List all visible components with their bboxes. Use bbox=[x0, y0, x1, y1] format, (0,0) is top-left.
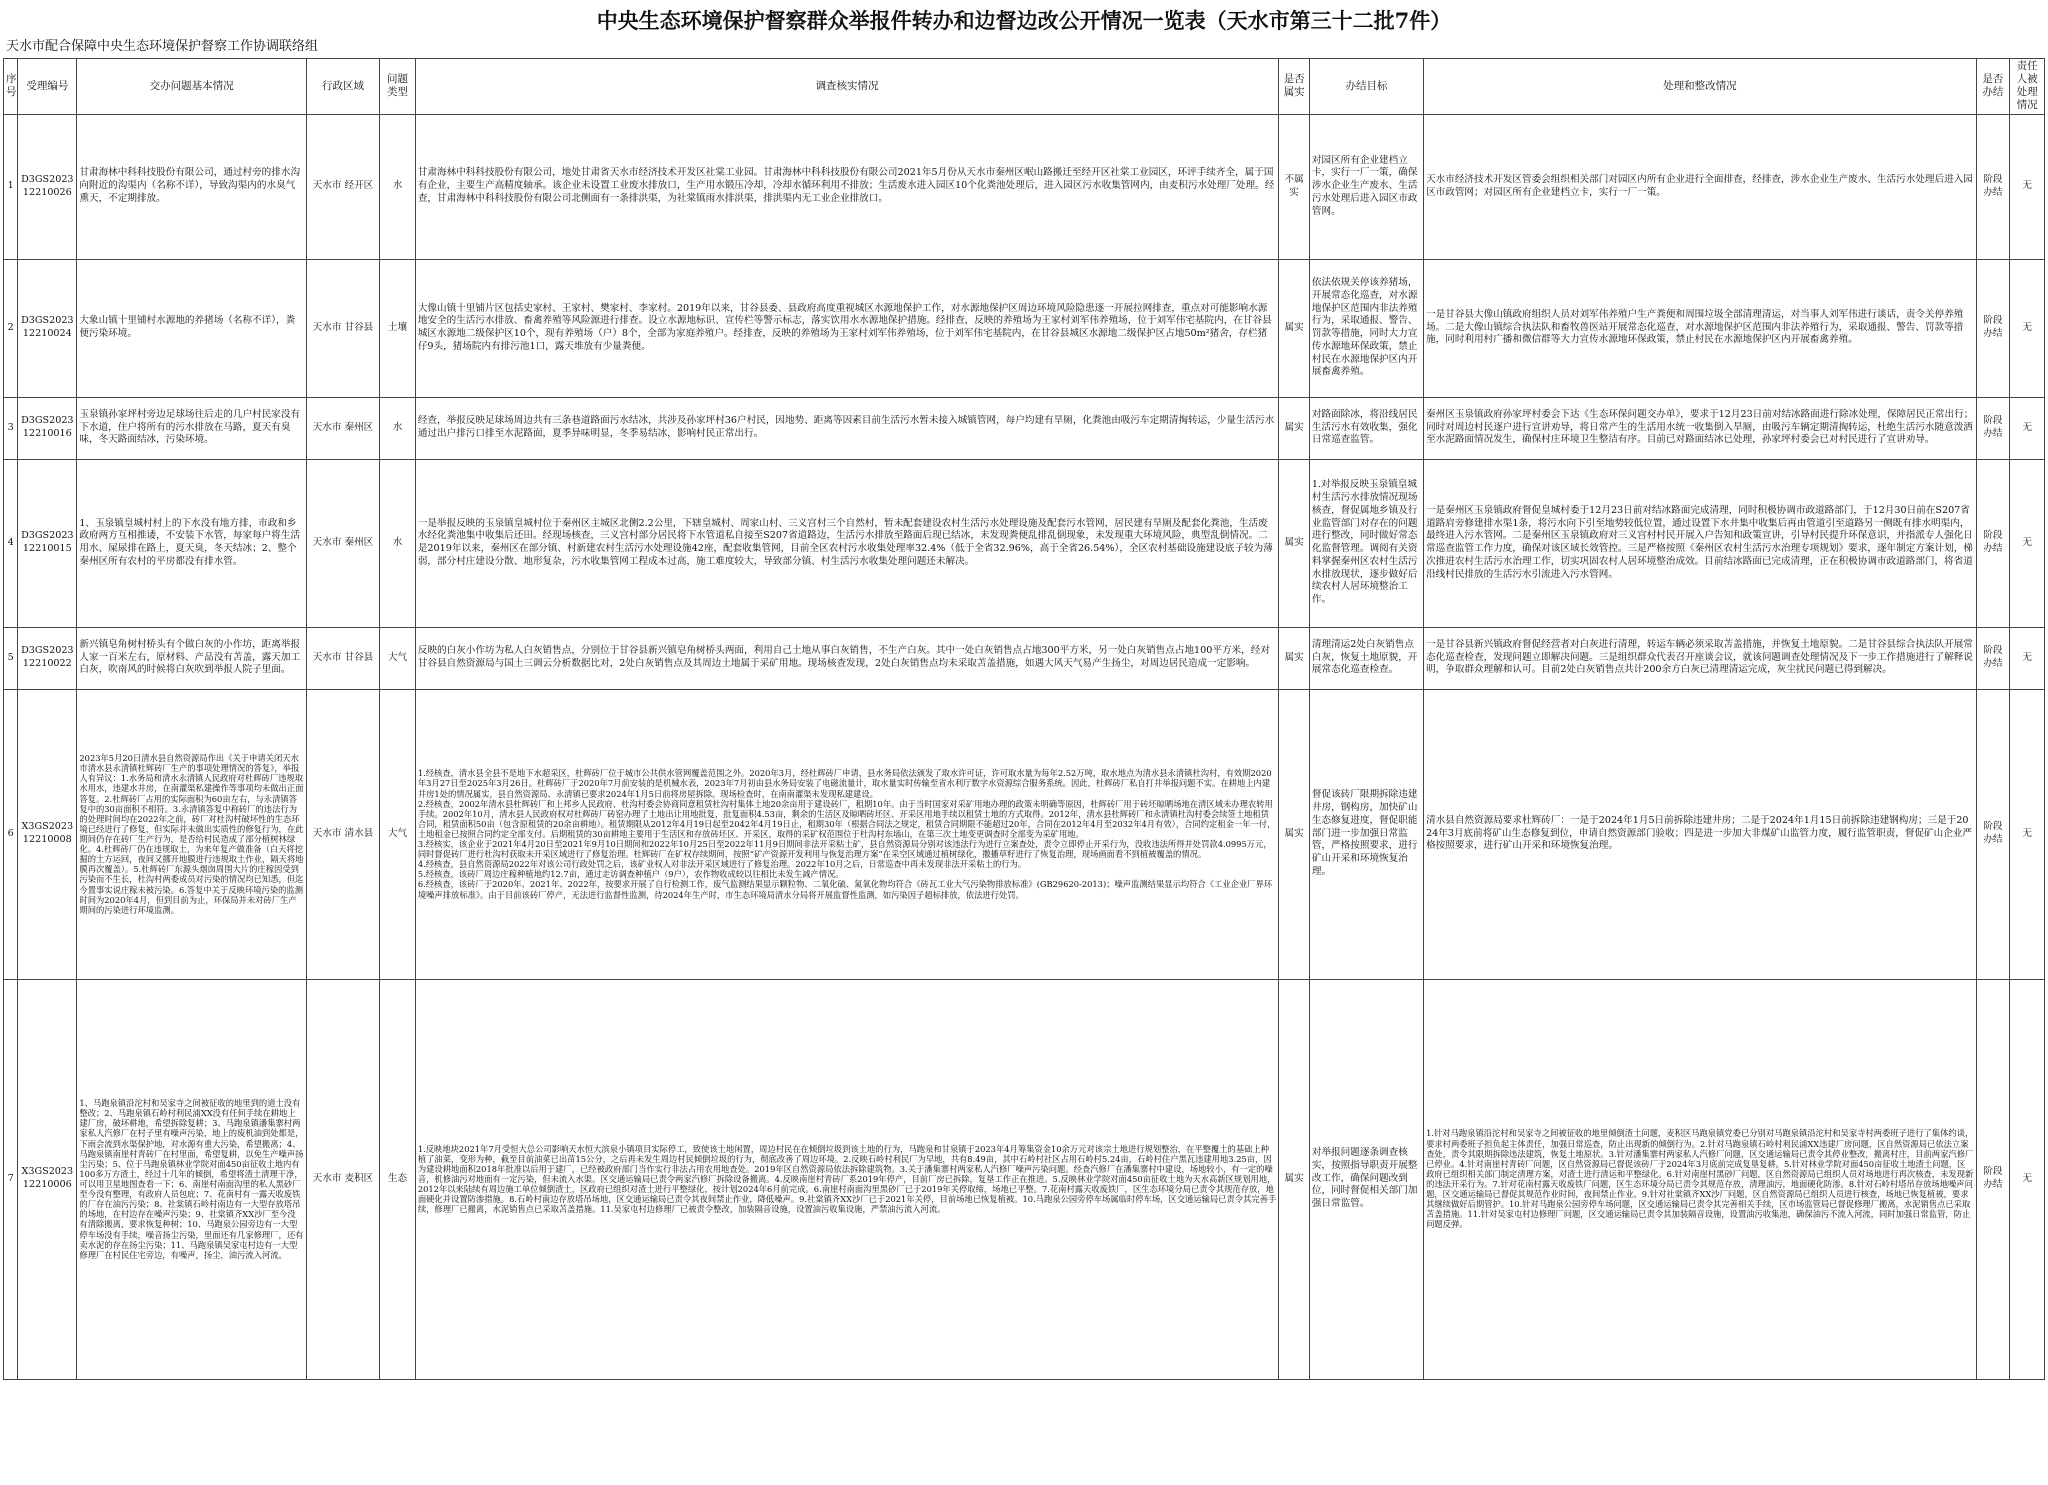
cell-done: 阶段办结 bbox=[1976, 259, 2010, 397]
cell-no: 7 bbox=[4, 979, 18, 1379]
cell-done: 阶段办结 bbox=[1976, 627, 2010, 689]
header-punish: 责任人被处理情况 bbox=[2010, 59, 2045, 115]
header-issue: 交办问题基本情况 bbox=[77, 59, 306, 115]
cell-type: 大气 bbox=[380, 627, 416, 689]
cell-code: X3GS202312210008 bbox=[18, 689, 77, 979]
cell-issue: 大象山镇十里铺村水源地的养猪场（名称不详），粪便污染环境。 bbox=[77, 259, 306, 397]
cell-code: D3GS202312210022 bbox=[18, 627, 77, 689]
cell-punish: 无 bbox=[2010, 397, 2045, 459]
cell-investigation: 反映的白灰小作坊为私人白灰销售点，分别位于甘谷县新兴镇皂角树桥头两面，利用自己土地从事白灰销售，不生产白灰。其中一处白灰销售点占地300平方米，另一处白灰销售点占地100平方米，经对甘谷县自然资源局与国土三调云分析数据比对，2处白灰销售点及其周边土地属于采矿用地。现场核查发现，2处白灰销售点均未采取苫盖措施，如遇大风天气易产生扬尘，对周边居民造成一定影响。 bbox=[415, 627, 1278, 689]
table-row bbox=[4, 689, 2045, 979]
cell-no: 5 bbox=[4, 627, 18, 689]
cell-investigation: 1.反映地块2021年7月受恒大总公司影响天水恒大滨泉小镇项目实际停工，致使该土地闲置，周边村民在在倾倒垃圾到该土地的行为，马跑泉和甘泉镇于2023年4月筹集资金10余万元对该宗土地进行规划整治，在平整覆土的基础上种植了油菜，变形为种，截至目前油菜已出苗15公分，之后再未发生周边村民倾倒垃圾的行为，彻底改善了周边环境。2.反映石岭村利民厂为早地，共有8.49亩，其中石岭村社区占用石岭村5.24亩，石岭村住户黑瓦违建用地3.25亩，因为建设耕地面积2018年批准以后用于建厂，已经被政府部门当作实行非法占用农用地查处。2019年区自然资源局依法拆除建筑物。3.关于潘集寨村两家私人汽修厂噪声污染问题。经查汽修厂在潘集寨村中建设，场地较小，有一定的噪音，机修油污对地面有一定污染，但未流入水渠。区交通运输局已责令两家汽修厂拆除设备搬离。4.反映南崖村青砖厂系2019年停产，目前厂房已拆除，复垦工作正在推进。5.反映林业学院对面450亩征收土地为天水高新区规划用地，2012年以来陆续有周边施工单位倾倒渣土，区政府已组织对渣土进行平整绿化，按计划2024年6月前完成。6.南崖村南面沟里黑砂厂已于2019年关停取缔，场地已平整。7.花南村露天收废铁厂，区生态环境分局已责令其规范存放，地面硬化并设置防渗措施。8.石岭村南边存放塔吊场地，区交通运输局已责令其夜间禁止作业，降低噪声。9.社棠镇齐XX沙厂已于2021年关停，目前场地已恢复植被。10.马跑泉公园旁停车场属临时停车场，区交通运输局已责令其完善手续，修理厂已搬离，水泥销售点已采取苫盖措施。11.吴家屯村边修理厂已被责令整改，加装隔音设施，设置油污收集设施，严禁油污流入河流。 bbox=[415, 979, 1278, 1379]
cell-region: 天水市 麦积区 bbox=[306, 979, 379, 1379]
header-type: 问题类型 bbox=[380, 59, 416, 115]
cell-issue: 新兴镇皂角树村桥头有个做白灰的小作坊，距离举报人家一百米左右，原材料、产品没有苫盖，露天加工白灰，吹南风的时候将白灰吹到举报人院子里面。 bbox=[77, 627, 306, 689]
cell-no: 4 bbox=[4, 459, 18, 627]
cell-issue: 1、玉泉镇皇城村村上的下水没有地方排，市政和乡政府两方互相推诿，不安装下水管，每家每户将生活用水、屎尿排在路上，夏天臭，冬天结冰；2、整个秦州区所有农村的平房都没有排水管。 bbox=[77, 459, 306, 627]
cell-type: 水 bbox=[380, 459, 416, 627]
table-row bbox=[4, 114, 2045, 259]
cell-done: 阶段办结 bbox=[1976, 397, 2010, 459]
cell-handling: 一是甘谷县大像山镇政府组织人员对刘军伟养殖户生产粪便和周围垃圾全部清理清运，对当事人刘军伟进行谈话，责令关停养殖场。二是大像山镇综合执法队和畜牧兽医站开展常态化巡查，对水源地保护区范围内非法养殖行为，采取通报、警告、罚款等措施，同时利用村广播和微信群等大力宣传水源地环保政策，禁止村民在水源地保护区内开展畜禽养殖。 bbox=[1424, 259, 1977, 397]
cell-goal: 1.对举报反映玉泉镇皇城村生活污水排放情况现场核查，督促属地乡镇及行业监管部门对存在的问题进行整改，同时做好常态化监督管理。调阅有关资料掌握秦州区农村生活污水排放现状，逐步做好后续农村人居环境整治工作。 bbox=[1309, 459, 1423, 627]
table-row bbox=[4, 459, 2045, 627]
cell-no: 1 bbox=[4, 114, 18, 259]
cell-handling: 秦州区玉泉镇政府孙家坪村委会下达《生态环保问题交办单》，要求于12月23日前对结冰路面进行除冰处理，保障居民正常出行；同时对周边村民逐户进行宣讲劝导，将日常产生的生活用水统一收集倒入旱厕，由吸污车辆定期清掏转运，杜绝生活污水随意泼洒至水泥路面情况发生，确保村庄环境卫生整洁有序。目前已对路面结冰已处理，孙家坪村委会已对村民进行了宣讲劝导。 bbox=[1424, 397, 1977, 459]
cell-true: 属实 bbox=[1279, 627, 1310, 689]
cell-region: 天水市 甘谷县 bbox=[306, 259, 379, 397]
cell-punish: 无 bbox=[2010, 459, 2045, 627]
header-no: 序号 bbox=[4, 59, 18, 115]
cell-type: 水 bbox=[380, 397, 416, 459]
table-row bbox=[4, 627, 2045, 689]
page-subtitle: 天水市配合保障中央生态环境保护督察工作协调联络组 bbox=[6, 39, 319, 54]
cell-investigation: 大像山镇十里铺片区包括史家村、王家村、樊家村、李家村。2019年以来，甘谷县委、县政府高度重视城区水源地保护工作，对水源地保护区周边环境风险隐患逐一开展拉网排查，重点对可能影响水源地安全的生活污水排放、畜禽养殖等风险源进行排查。设立水源地标识、宣传栏等警示标志，落实饮用水水源地保护措施。经排查，反映的养殖场为王家村刘军伟养殖场，位于刘军伟宅基院内，在甘谷县城区水源地二级保护区10个，现有养殖场（户）8个，全部为家庭养殖户。经排查，反映的养殖场为王家村刘军伟养殖场，位于刘军伟宅基院内，在甘谷县城区水源地二级保护区占地50m²猪舍，存栏猪仔9头，猪场院内有排污池1口，露天堆放有少量粪便。 bbox=[415, 259, 1278, 397]
cell-type: 生态 bbox=[380, 979, 416, 1379]
page-title: 中央生态环境保护督察群众举报件转办和边督边改公开情况一览表（天水市第三十二批7件） bbox=[596, 8, 1452, 33]
cell-investigation: 一是举报反映的玉泉镇皇城村位于秦州区主城区北侧2.2公里，下辖皇城村、周家山村、三义宫村三个自然村，暂未配套建设农村生活污水处理设施及配套污水管网，居民建有旱厕及配套化粪池，生活废水经化粪池集中收集后还田。经现场核查，三义宫村部分居民将下水管道私自接至S207省道路边，生活污水排放至路面后现已结冰，未发现粪便乱排乱倒现象，未发现重大环境风险，典型乱倒情况。二是2019年以来，秦州区在部分镇、村新建农村生活污水处理设施42座，配套收集管网，目前全区农村污水收集处理率32.4%（低于全省32.96%，高于全省26.54%），全区农村基础设施建设底子较为薄弱，部分村庄建设分散、地形复杂，污水收集管网工程成本过高，施工难度较大，导致部分镇、村生活污水收集处理问题还未解决。 bbox=[415, 459, 1278, 627]
cell-region: 天水市 清水县 bbox=[306, 689, 379, 979]
header-code: 受理编号 bbox=[18, 59, 77, 115]
cell-investigation: 经查，举报反映足球场周边共有三条巷道路面污水结冰，共涉及孙家坪村36户村民，因地势、距离等因素目前生活污水暂未接入城镇管网，每户均建有旱厕，化粪池由吸污车定期清掏转运，少量生活污水通过出户排污口排至水泥路面，夏季异味明显，冬季易结冰，影响村民正常出行。 bbox=[415, 397, 1278, 459]
cell-code: D3GS202312210015 bbox=[18, 459, 77, 627]
cell-handling: 一是秦州区玉泉镇政府督促皇城村委于12月23日前对结冰路面完成清理，同时积极协调市政道路部门，于12月30日前在S207省道路肩旁修建排水渠1条，将污水向下引至地势较低位置，通过设置下水井集中收集后再由管道引至道路另一侧既有排水明渠内，最终进入污水管网。二是秦州区玉泉镇政府对三义宫村村民开展入户告知和政策宣讲，引导村民提升环保意识，并指派专人强化日常巡查监管工作力度，确保对该区域长效管控。三是严格按照《秦州区农村生活污水治理专项规划》要求，逐年制定方案计划，梯次推进农村生活污水治理工作，切实巩固农村人居环境整治成效。目前结冰路面已完成清理，正在积极协调市政道路部门，将省道沿线村民排放的生活污水引流进入污水管网。 bbox=[1424, 459, 1977, 627]
cell-punish: 无 bbox=[2010, 259, 2045, 397]
cell-true: 不属实 bbox=[1279, 114, 1310, 259]
cell-handling: 天水市经济技术开发区管委会组织相关部门对园区内所有企业进行全面排查，经排查，涉水企业生产废水、生活污水处理后进入园区市政管网；对园区所有企业建档立卡，实行一厂一策。 bbox=[1424, 114, 1977, 259]
cell-true: 属实 bbox=[1279, 397, 1310, 459]
cell-region: 天水市 甘谷县 bbox=[306, 627, 379, 689]
header-goal: 办结目标 bbox=[1309, 59, 1423, 115]
cell-true: 属实 bbox=[1279, 979, 1310, 1379]
cell-no: 3 bbox=[4, 397, 18, 459]
header-true: 是否属实 bbox=[1279, 59, 1310, 115]
cell-true: 属实 bbox=[1279, 459, 1310, 627]
cell-true: 属实 bbox=[1279, 689, 1310, 979]
cell-done: 阶段办结 bbox=[1976, 459, 2010, 627]
cell-done: 阶段办结 bbox=[1976, 979, 2010, 1379]
cell-region: 天水市 秦州区 bbox=[306, 397, 379, 459]
table-row bbox=[4, 979, 2045, 1379]
cell-investigation: 甘肃海林中科科技股份有限公司，地处甘肃省天水市经济技术开发区社棠工业园。甘肃海林中科科技股份有限公司2021年5月份从天水市秦州区岷山路搬迁至经开区社棠工业园区，环评手续齐全，属于国有企业，主要生产高精度轴承。该企业未设置工业废水排放口，生产用水锻压冷却，冷却水循环利用不排放；生活废水进入园区10个化粪池处理后，进入园区污水收集管网内，由麦积污水处理厂处理。经查，甘肃海林中科科技股份有限公司北侧面有一条排洪渠，为社棠镇雨水排洪渠，排洪渠内无工业企业排放口。 bbox=[415, 114, 1278, 259]
table-row bbox=[4, 259, 2045, 397]
cell-type: 土壤 bbox=[380, 259, 416, 397]
cell-goal: 对路面除冰，将沿线居民生活污水有效收集，强化日常巡查监管。 bbox=[1309, 397, 1423, 459]
cell-code: D3GS202312210016 bbox=[18, 397, 77, 459]
cell-issue: 1、马跑泉镇沿沱村和吴家寺之间被征收的地里到的道土没有整改；2、马跑泉镇石岭村利民浦XX没有任何手续在耕地上建厂房，破坏耕地，希望拆除复耕；3、马跑泉镇潘集寨村两家私人汽修厂在村子里有噪声污染，地上的废机油到处都是，下雨会流到水渠保护地，对水源有重大污染，希望搬离；4、马跑泉镇南崖村青砖厂在村里面，希望复耕，以免生产噪声扬尘污染；5、位于马跑泉镇林业学院对面450亩征收土地内有100多万方渣土，经过十几年的倾倒，希望将渣土清理干净，可以用卫星地图查看一下；6、南崖村南面沟里的私人黑砂厂至今没有整理，有政府人员包庇；7、花南村有一露天收废铁的厂存在油污污染；8、社棠镇石岭村南边有一大型存放塔吊的场地，在村边存在噪声污染；9、社棠镇齐XX沙厂至今没有清除搬离，要求恢复种树；10、马跑泉公园旁边有一大型停车场没有手续，噪音扬尘污染，里面还有几家修理厂，还有卖水泥的存在扬尘污染；11、马跑泉镇吴家屯村边有一大型修理厂在村民住宅旁边，有噪声，扬尘，油污流入河流。 bbox=[77, 979, 306, 1379]
cell-investigation: 1.经核查，清水县全县不是地下水超采区，杜辉砖厂位于城市公共供水管网覆盖范围之外。2020年3月，经杜辉砖厂申请，县水务局依法颁发了取水许可证，许可取水量为每年2.52万吨，取水地点为清水县永清镇杜沟村，有效期2020年3月27日至2025年3月26日。杜辉砖厂于2020年7月前安装的是机械水表，2023年7月初由县水务局安装了电磁流量计，取水量实时传输至省水利厅数字水资源综合服务系统。因此，杜辉砖厂私自打井举报问题不实。在耕地上内建井房1处的情况属实，县自然资源局、永清镇已要求2024年1月5日前将房屋拆除。现场检查时，在南南灌渠未发现私建建设。 2.经核查，2002年清水县杜辉砖厂和上邦乡人民政府、杜沟村委会协商同意租赁杜沟村集体土地20余亩用于建设砖厂，租期10年。由于当时国家对采矿用地办理的政策未明确等原因，杜辉砖厂用于砖坯晾晒场地在清区域未办理农转用手续。2002年10月，清水县人民政府权对杜辉砖厂砖窑办理了土地出让用地批复，批复面积4.53亩，剩余的生活区及晾晒砖坯区、开采区用地手续以租赁土地的方式取得。2012年，清水县杜辉砖厂和永清镇杜沟村委会续签土地租赁合同，租赁面积50亩（包含原租赁的20余亩耕地）。租赁期限从2012年4月19日起至2042年4月19日止，租期30年（根据合同法之规定，租赁合同期限不能超过20年，合同在2012年4月至2032年4月有效），合同约定租金一年一付，土地租金已按照合同约定全部支付。后期租赁的30亩耕地主要用于生活区和存放砖坯区、开采区，取得的采矿权范围位于杜沟村东堖山，在第三次土地变更调查时全部变为采矿用地。 3.经核实，该企业于2021年4月20日至2021年9月10日期间和2022年10月25日至2022年11月9日期间非法开采粘土矿，县自然资源局分别对该违法行为进行立案查处，责令立即停止开采行为，没收违法所得并处罚款4.0995万元，同时督促砖厂进行杜沟村获取未开采区域进行了修复治理。杜辉砖厂在矿权存续期间，按照“矿产资源开发利用与恢复治理方案”在采空区域通过植树绿化，撒播草籽进行了恢复治理，现场画面看不到植被覆盖的情况。 4.经核查，县自然资源局2022年对该公司行政处罚之后，该矿业权人对非法开采区域进行了修复治理。2022年10月之后，日常巡查中再未发现非法开采粘土的行为。 5.经核查，该砖厂周边庄稼种植地约12.7亩，通过走访调查种植户（9户），农作物收成较以往相比未发生减产情况。 6.经核查，该砖厂于2020年、2021年、2022年，按要求开展了自行检测工作，废气监测结果显示颗粒物、二氧化硫、氮氧化物均符合《砖瓦工业大气污染物排放标准》(GB29620-2013)；噪声监测结果显示均符合《工业企业厂界环境噪声排放标准》。由于目前该砖厂停产，无法进行监督性监测，待2024年生产时，市生态环境局清水分局将开展监督性监测，如污染因子超标排放，依法进行处罚。 bbox=[415, 689, 1278, 979]
cell-goal: 对园区所有企业建档立卡，实行一厂一策，确保涉水企业生产废水、生活污水处理后进入园区市政管网。 bbox=[1309, 114, 1423, 259]
cell-code: D3GS202312210026 bbox=[18, 114, 77, 259]
cell-region: 天水市 秦州区 bbox=[306, 459, 379, 627]
table-row bbox=[4, 397, 2045, 459]
cell-issue: 2023年5月20日清水县自然资源局作出《关于申请关闭天水市清水县永清镇杜辉砖厂生产的事项处理情况的答复》，举报人有异议：1.水务局和清水永清镇人民政府对杜辉砖厂违规取水用水，违建水井房，在南灌渠私建操作等事项均未做出正面答复。2.杜辉砖厂占用的实际面积为60亩左右，与永清镇答复中的30亩面积不相符。3.永清镇答复中称砖厂的违法行为的处理时间均在2022年之前，砖厂对杜沟村破坏性的生态环境已经进行了修复，但实际并未做出实质性的修复行为，在此期间仍存在砖厂生产行为，是否给村民造成了部分植树林绿化。4.杜辉砖厂仍在违规取土，为来年复产做准备（白天将挖掘的土方运回，夜间又挪开地膜进行违规取土作业，隔天将地膜再次覆盖）。5.杜辉砖厂东源头烟囱周围大片的庄稼因受到污染而不生长，杜沟村两委成员对污染的情况均已知悉，但迄今置事实说庄稼未被污染。6.答复中关于反映环境污染的监测时间为2020年4月，但到目前为止，环保局并未对砖厂生产期间的污染进行环境监测。 bbox=[77, 689, 306, 979]
cell-done: 阶段办结 bbox=[1976, 114, 2010, 259]
header-handling: 处理和整改情况 bbox=[1424, 59, 1977, 115]
cell-done: 阶段办结 bbox=[1976, 689, 2010, 979]
cell-type: 水 bbox=[380, 114, 416, 259]
cell-punish: 无 bbox=[2010, 114, 2045, 259]
cell-issue: 玉泉镇孙家坪村旁边足球场往后走的几户村民家没有下水道，住户将所有的污水排放在马路，夏天有臭味，冬天路面结冰，污染环境。 bbox=[77, 397, 306, 459]
cell-true: 属实 bbox=[1279, 259, 1310, 397]
header-done: 是否办结 bbox=[1976, 59, 2010, 115]
cell-goal: 清理清运2处白灰销售点白灰，恢复土地原貌，开展常态化巡查检查。 bbox=[1309, 627, 1423, 689]
cell-punish: 无 bbox=[2010, 979, 2045, 1379]
table-header-row bbox=[4, 59, 2045, 115]
cell-handling: 一是甘谷县新兴镇政府督促经营者对白灰进行清理，转运车辆必须采取苫盖措施，并恢复土地原貌。二是甘谷县综合执法队开展常态化巡查检查，发现问题立即解决问题。三是组织群众代表召开座谈会议，就该问题调查处理情况及下一步工作措施进行了解释说明，争取群众理解和认可。目前2处白灰销售点共计200余方白灰已清理清运完成，灰尘扰民问题已得到解决。 bbox=[1424, 627, 1977, 689]
header-region: 行政区域 bbox=[306, 59, 379, 115]
cell-handling: 清水县自然资源局要求杜辉砖厂：一是于2024年1月5日前拆除违建井房；二是于2024年1月15日前拆除违建钢构房；三是于2024年3月底前将矿山生态修复到位，申请自然资源部门验收；四是进一步加大非煤矿山监管力度，履行监管职责，督促矿山企业严格按照要求，进行矿山开采和环境恢复治理。 bbox=[1424, 689, 1977, 979]
cell-punish: 无 bbox=[2010, 627, 2045, 689]
cell-region: 天水市 经开区 bbox=[306, 114, 379, 259]
cell-no: 6 bbox=[4, 689, 18, 979]
cell-handling: 1.针对马跑泉镇沿沱村和吴家寺之间被征收的地里倾倒渣土问题，麦积区马跑泉镇党委已分别对马跑泉镇沿沱村和吴家寺村两委班子进行了集体约谈，要求村两委班子担负起主体责任，加强日常巡查，防止出现新的倾倒行为。2.针对马跑泉镇石岭村利民浦XX违建厂房问题，区自然资源局已依法立案查处，责令其限期拆除违法建筑，恢复土地原状。3.针对潘集寨村两家私人汽修厂问题，区交通运输局已责令其停业整改，搬离村庄，目前两家汽修厂已停业。4.针对南崖村青砖厂问题，区自然资源局已督促该砖厂于2024年3月底前完成复垦复耕。5.针对林业学院对面450亩征收土地渣土问题，区政府已组织相关部门制定清理方案，对渣土进行清运和平整绿化。6.针对南崖村黑砂厂问题，区自然资源局已组织人员对场地进行再次核查，未发现新的违法开采行为。7.针对花南村露天收废铁厂问题，区生态环境分局已责令其规范存放，清理油污，地面硬化防渗。8.针对石岭村塔吊存放场地噪声问题，区交通运输局已督促其规范作业时间，夜间禁止作业。9.针对社棠镇齐XX沙厂问题，区自然资源局已组织人员进行核查，场地已恢复植被，要求其继续做好后期管护。10.针对马跑泉公园旁停车场问题，区交通运输局已责令其完善相关手续，区市场监管局已督促修理厂搬离，水泥销售点已采取苫盖措施。11.针对吴家屯村边修理厂问题，区交通运输局已责令其加装隔音设施，设置油污收集池，确保油污不流入河流，同时加强日常监管，防止问题反弹。 bbox=[1424, 979, 1977, 1379]
header-investigation: 调查核实情况 bbox=[415, 59, 1278, 115]
cell-code: D3GS202312210024 bbox=[18, 259, 77, 397]
cell-type: 大气 bbox=[380, 689, 416, 979]
cell-punish: 无 bbox=[2010, 689, 2045, 979]
cell-goal: 依法依规关停该养猪场，开展常态化巡查，对水源地保护区范围内非法养殖行为，采取通报、警告、罚款等措施，同时大力宣传水源地环保政策，禁止村民在水源地保护区内开展畜禽养殖。 bbox=[1309, 259, 1423, 397]
complaint-table bbox=[3, 58, 2045, 1380]
cell-no: 2 bbox=[4, 259, 18, 397]
cell-goal: 对举报问题逐条调查核实，按照指导职责开展整改工作，确保问题改到位，同时督促相关部门加强日常监管。 bbox=[1309, 979, 1423, 1379]
cell-issue: 甘肃海林中科科技股份有限公司，通过村旁的排水沟向附近的沟渠内（名称不详），导致沟渠内的水臭气熏天，不定期排放。 bbox=[77, 114, 306, 259]
cell-code: X3GS202312210006 bbox=[18, 979, 77, 1379]
cell-goal: 督促该砖厂限期拆除违建井房，钢构房，加快矿山生态修复进度，督促职能部门进一步加强日常监管，严格按照要求，进行矿山开采和环境恢复治理。 bbox=[1309, 689, 1423, 979]
